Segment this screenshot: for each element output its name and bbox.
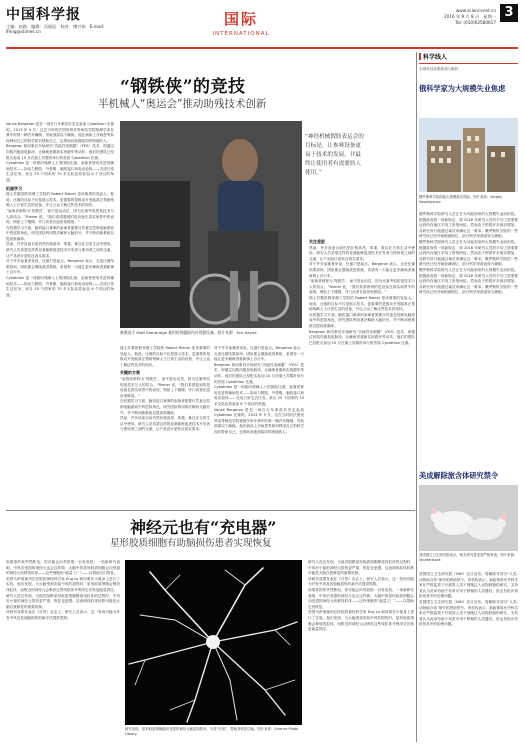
sidebar-story2-title: 美成解除旅含体研究禁令 [419, 471, 499, 480]
subheading: 关注差距 [309, 239, 325, 244]
paragraph: 然而，许多设备目前仍然价格高昂、笨重，难以在日常生活中使用。研究人员希望这样的竞赛能够促进技术开发者与使用者之间的交流，让产品设计更贴近真实需求。 [309, 245, 415, 261]
paragraph: 瑞士苏黎世联邦理工学院的 Robert Riener 是该赛事的发起人。他说，比赛的目标不仅是展示技术，更重要的是推动开发能真正帮助残障人士日常生活的设备，并让公众了解这些技术的现状。 [120, 346, 210, 367]
paragraph: 在机器学习方面，脑机接口赛事的参赛者需要仅凭意念控制电脑游戏中的虚拟角色。研究团队利用算法解析大脑信号，并不断训练系统以提高准确率。 [309, 312, 415, 328]
newspaper-title: 中国科学报 [6, 7, 81, 23]
paragraph: 美国国立卫生研究院（NIH）近日宣布，将解除对部分“人类-动物嵌合体”研究的资助禁令。该机构表示，新政策将允许科学家在严格监管下开展将人类干细胞注入动物胚胎的研究。支持者认为此举有助于培育可用于移植的人类器官，但也有批评者担忧其中的伦理问题。 [419, 599, 518, 627]
astrocyte-photo [125, 560, 302, 725]
story1-column-2 [120, 346, 210, 512]
story2-photo-caption: 研究发现，星形胶质细胞能向受损的神经元输送线粒体，为其“充电”，帮助其恢复功能。图片来源：Science Photo Library [125, 727, 299, 736]
paragraph: 然而，许多设备目前仍然价格高昂、笨重，难以在日常生活中使用。研究人员希望这样的竞赛能够促进技术开发者与使用者之间的交流，让产品设计更贴近真实需求。 [6, 242, 114, 258]
paragraph: Cybathlon 是一项面向残障人士的国际比赛，参赛者使用先进的辅助技术——如动力假肢、外骨骼、脑机接口和电动轮椅——完成日常生活任务。来自 25 个国家的 70 多支队伍将参加 6 个项目的角逐。 [214, 385, 304, 406]
story1-photo-caption: 参赛选手 Matt Standridge 使用的脊髓损伤外骨骼设备。图片来源：Eric Kayne [120, 330, 257, 335]
issue-date: 2016 年 9 月 8 日 星期一 [444, 14, 496, 19]
subheading: 机器学习 [6, 185, 22, 191]
paragraph: 研究人员还发现，当他们阻断星形胶质细胞释放线粒体的过程时，中风后小鼠的神经元损伤更严重，恢复也更慢。这表明线粒体转移可能是大脑自我修复的重要机制。 [6, 593, 120, 609]
sidebar-story1-body [419, 212, 518, 464]
building-photo [419, 118, 518, 192]
story1-headline: “钢铁侠”的竞技 [120, 77, 246, 97]
paragraph: 美国马萨诸塞州总医院的神经科学家 Eng Lo 和同事在小鼠身上进行了实验。他们发现，当大脑受到类似中风的损伤时，星形胶质细胞会释放线粒体，而附近的神经元会吸收这些线粒体并利用它们恢复能量供应。 [6, 576, 120, 592]
masthead [6, 4, 518, 46]
story1-column-3 [214, 346, 304, 512]
sidebar-divider [416, 52, 417, 742]
story1-pullquote: “神经机械假肢表运会的目标是，让参赛设备更易于技术的发展，并最终让使用者有需要的人使用。” [305, 134, 364, 176]
editor-credits: 主编：赵路 编辑：冯丽妃 校对：傅兴伟 E-mail: lfeng@stimes.cn [6, 24, 105, 35]
paragraph: 对于许多参赛者来说，比赛只是起点。Bergeron 表示，无论比赛结果如何，团队都会继续改进系统，希望有一天能让更多瘫痪者重新骑上自行车。 [6, 259, 114, 275]
paragraph: 研究人员还发现，当他们阻断星形胶质细胞释放线粒体的过程时，中风后小鼠的神经元损伤更严重，恢复也更慢。这表明线粒体转移可能是大脑自我修复的重要机制。 [308, 560, 414, 576]
paragraph: 该研究成果发表在《自然》杂志上。研究人员表示，这一发现可能为开发中风及其他脑损伤的新疗法提供思路。 [6, 610, 120, 620]
story2-column-2 [308, 560, 414, 742]
paragraph: 俄罗斯科学院研究人员正在为可能到来的大规模失业而担忧。根据政府的一项新规定，到 2018 年研究人员的平均工资需要达到所在地区平均工资的两倍。然而由于预算并未相应增加，各研究所只能通过裁员来满足这一要求。俄罗斯科学院的一些研究所已经开始削减职位，部分科学家被迫转为兼职。 [419, 212, 518, 239]
subheading: 关键的方案 [120, 370, 140, 376]
section-title: 国际 [223, 10, 258, 28]
story2-headline: 神经元也有“充电器” [130, 518, 277, 537]
sidebar-story1-title: 俄科学家为大规模失业焦虑 [419, 84, 506, 93]
paragraph: “参赛者被称为‘驾驶员’，而不是运动员，因为比赛考验的是技术与人的结合。”Riener 说，“我们希望看到的是设备在真实场景中的表现，例如上下楼梯、开门或者在厨房里做饭。” [6, 208, 114, 225]
paragraph: 如果你的家突然断电，你可能会向邻居借一台发电机。一项新研究表明，中风后受损的神经元也会这样做：大脑中的星形胶质细胞会向受损的神经元转移线粒体——这些细胞的“能量工厂”——以帮助它们恢复。 [308, 587, 414, 609]
paragraph: 对于许多参赛者来说，比赛只是起点。Bergeron 表示，无论比赛结果如何，团队都会继续改进系统，希望有一天能让更多瘫痪者重新骑上自行车。 [309, 262, 415, 278]
paragraph: 然而，许多设备目前仍然价格高昂、笨重，难以在日常生活中使用。研究人员希望这样的竞赛能够促进技术开发者与使用者之间的交流，让产品设计更贴近真实需求。 [120, 416, 210, 432]
story2-column-1 [6, 560, 120, 742]
paragraph: Vance Bergeron 是在一场自行车事故后决定参加 Cybathlon 比赛的。2013 年 9 月，这位当时的法国里昂高等师范学院物理学家在骑车时被一辆汽车撞倒，导致颈部以下瘫痪。他在病床上开始思考如何利用自己的科学知识帮助自己，也帮助其他面临同样困境的人。 [214, 407, 304, 434]
section-tab [212, 8, 270, 37]
phone-number: Tel: (010)62580617 [455, 20, 496, 25]
paragraph: 在机器学习方面，脑机接口赛事的参赛者需要仅凭意念控制电脑游戏中的虚拟角色。研究团队利用算法解析大脑信号，并不断训练系统以提高准确率。 [6, 225, 114, 241]
story2-subhead: 星形胶质细胞有助脑损伤患者实现恢复 [110, 538, 272, 549]
paragraph: 对于许多参赛者来说，比赛只是起点。Bergeron 表示，无论比赛结果如何，团队都会继续改进系统，希望有一天能让更多瘫痪者重新骑上自行车。 [214, 346, 304, 362]
story-divider [6, 510, 415, 511]
paragraph: 俄罗斯科学院研究人员正在为可能到来的大规模失业而担忧。根据政府的一项新规定，到 2018 年研究人员的平均工资需要达到所在地区平均工资的两倍。然而由于预算并未相应增加，各研究所只能通过裁员来满足这一要求。俄罗斯科学院的一些研究所已经开始削减职位，部分科学家被迫转为兼职。 [419, 267, 518, 295]
exoskeleton-photo [120, 121, 302, 328]
sidebar-story2-caption: 美国国立卫生研究院表示，相关研究将受到严格审查。图片来源：Shutterstock [419, 553, 518, 562]
paragraph: 在机器学习方面，脑机接口赛事的参赛者需要仅凭意念控制电脑游戏中的虚拟角色。研究团队利用算法解析大脑信号，并不断训练系统以提高准确率。 [120, 399, 210, 415]
paragraph: Bergeron 和同事们开始研究“功能性电刺激”（FES）技术，即通过向肌肉施加电脉冲，让瘫痪者重新实现蹬车等动作。他们的团队已经报名参加 10 月在瑞士苏黎世举行的首届 Cybathlon 比赛。 [309, 329, 415, 345]
masthead-rule [6, 47, 518, 49]
story1-column-1 [6, 122, 114, 512]
page-number: 3 [500, 4, 518, 22]
sidebar-story1-caption: 俄罗斯科学院面临大规模裁员风险。图片来源：Sergey Savostyanov [419, 195, 503, 204]
story1-column-4 [309, 237, 415, 512]
sidebar [419, 52, 518, 94]
paragraph: Bergeron 和同事们开始研究“功能性电刺激”（FES）技术，即通过向肌肉施加电脉冲，让瘫痪者重新实现蹬车等动作。他们的团队已经报名参加 10 月在瑞士苏黎世举行的首届 Cybathlon 比赛。 [6, 144, 114, 160]
paragraph: 瑞士苏黎世联邦理工学院的 Robert Riener 是该赛事的发起人。他说，比赛的目标不仅是展示技术，更重要的是推动开发能真正帮助残障人士日常生活的设备，并让公众了解这些技术的现状。 [6, 192, 114, 208]
sidebar-story2-body [419, 572, 518, 742]
paragraph: 美国马萨诸塞州总医院的神经科学家 Eng Lo 和同事在小鼠身上进行了实验。他们发现，当大脑受到类似中风的损伤时，星形胶质细胞会释放线粒体，而附近的神经元会吸收这些线粒体并利用它们恢复能量供应。 [308, 610, 414, 632]
column-marker-icon [419, 53, 421, 60]
mice-photo [419, 485, 518, 551]
sidebar-column-header [419, 52, 518, 64]
section-title-en: INTERNATIONAL [212, 31, 270, 37]
paragraph: 如果你的家突然断电，你可能会向邻居借一台发电机。一项新研究表明，中风后受损的神经元也会这样做：大脑中的星形胶质细胞会向受损的神经元转移线粒体——这些细胞的“能量工厂”——以帮助它们恢复。 [6, 560, 120, 576]
paragraph: Cybathlon 是一项面向残障人士的国际比赛，参赛者使用先进的辅助技术——如动力假肢、外骨骼、脑机接口和电动轮椅——完成日常生活任务。来自 25 个国家的 70 多支队伍将参加 6 个项目的角逐。 [6, 276, 114, 297]
paragraph: Vance Bergeron 是在一场自行车事故后决定参加 Cybathlon 比赛的。2013 年 9 月，这位当时的法国里昂高等师范学院物理学家在骑车时被一辆汽车撞倒，导致颈部以下瘫痪。他在病床上开始思考如何利用自己的科学知识帮助自己，也帮助其他面临同样困境的人。 [6, 122, 114, 143]
paragraph: “参赛者被称为‘驾驶员’，而不是运动员，因为比赛考验的是技术与人的结合。”Riener 说，“我们希望看到的是设备在真实场景中的表现，例如上下楼梯、开门或者在厨房里做饭。” [309, 279, 415, 295]
paragraph: 俄罗斯科学院研究人员正在为可能到来的大规模失业而担忧。根据政府的一项新规定，到 2018 年研究人员的平均工资需要达到所在地区平均工资的两倍。然而由于预算并未相应增加，各研究所只能通过裁员来满足这一要求。俄罗斯科学院的一些研究所已经开始削减职位，部分科学家被迫转为兼职。 [419, 239, 518, 267]
story1-subhead: 半机械人“奥运会”推动助残技术创新 [98, 98, 267, 110]
paragraph: Cybathlon 是一项面向残障人士的国际比赛，参赛者使用先进的辅助技术——如动力假肢、外骨骼、脑机接口和电动轮椅——完成日常生活任务。来自 25 个国家的 70 多支队伍将参加 6 个项目的角逐。 [6, 161, 114, 182]
paragraph: 该研究成果发表在《自然》杂志上。研究人员表示，这一发现可能为开发中风及其他脑损伤的新疗法提供思路。 [308, 576, 414, 587]
sidebar-column-subtitle: 全球科技政策新闻与解析 [419, 67, 459, 71]
paragraph: “参赛者被称为‘驾驶员’，而不是运动员，因为比赛考验的是技术与人的结合。”Riener 说，“我们希望看到的是设备在真实场景中的表现，例如上下楼梯、开门或者在厨房里做饭。” [120, 376, 210, 398]
paragraph: 美国国立卫生研究院（NIH）近日宣布，将解除对部分“人类-动物嵌合体”研究的资助禁令。该机构表示，新政策将允许科学家在严格监管下开展将人类干细胞注入动物胚胎的研究。支持者认为此举有助于培育可用于移植的人类器官，但也有批评者担忧其中的伦理问题。 [419, 572, 518, 599]
sidebar-column-title: 科学线人 [423, 54, 448, 61]
issue-info [444, 8, 496, 26]
paragraph: 瑞士苏黎世联邦理工学院的 Robert Riener 是该赛事的发起人。他说，比赛的目标不仅是展示技术，更重要的是推动开发能真正帮助残障人士日常生活的设备，并让公众了解这些技术的现状。 [309, 295, 415, 312]
paragraph: Bergeron 和同事们开始研究“功能性电刺激”（FES）技术，即通过向肌肉施加电脉冲，让瘫痪者重新实现蹬车等动作。他们的团队已经报名参加 10 月在瑞士苏黎世举行的首届 Cybathlon 比赛。 [214, 362, 304, 384]
website-link[interactable]: www.sciencenet.cn [455, 8, 496, 13]
